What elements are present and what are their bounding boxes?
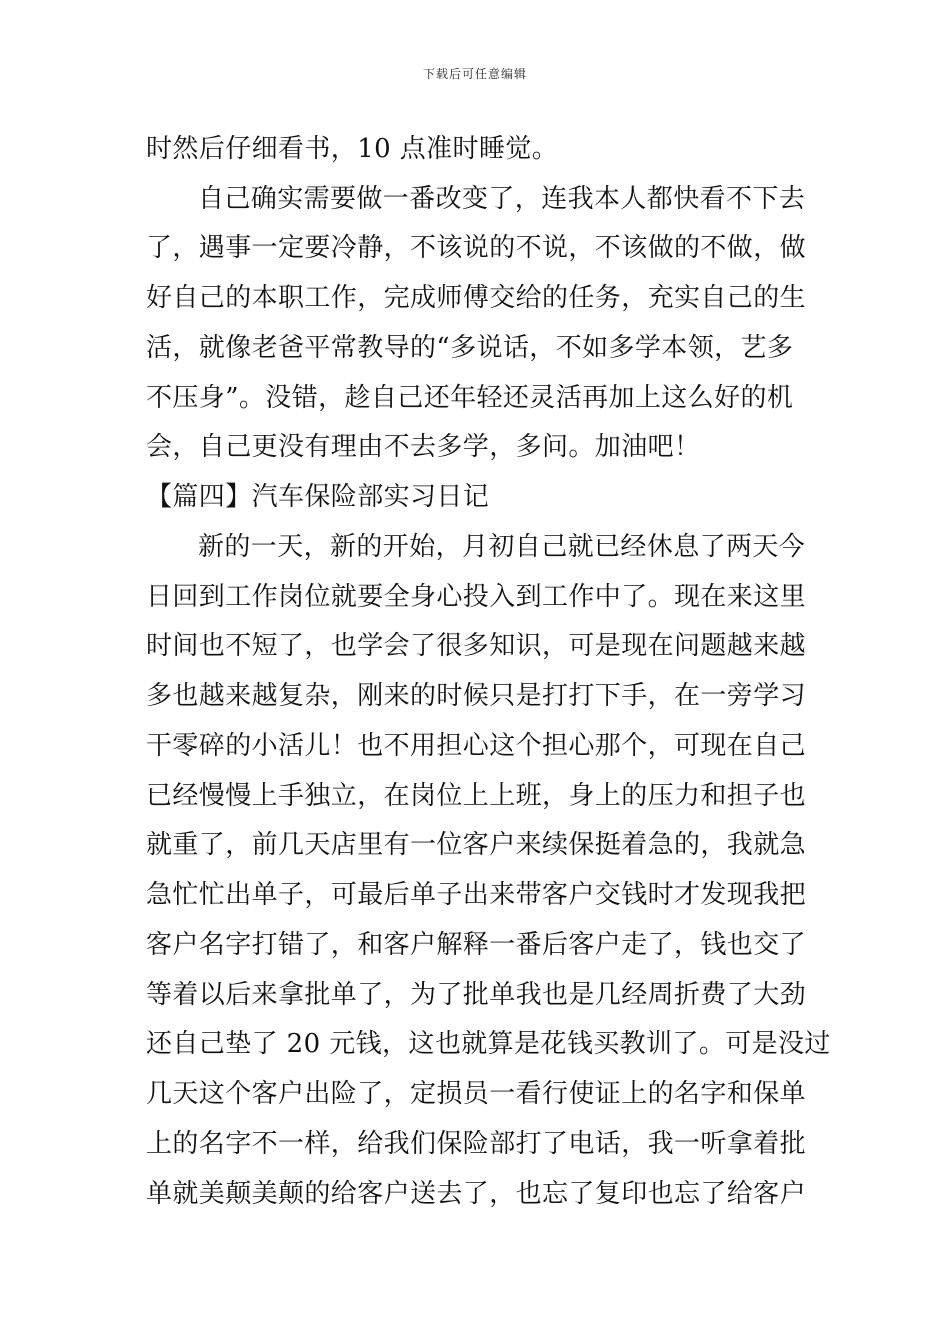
text-line: 上的名字不一样，给我们保险部打了电话，我一听拿着批 [146, 1129, 807, 1159]
paragraph-first-line: 自己确实需要做一番改变了，连我本人都快看不下去 [198, 184, 806, 214]
text-line: 单就美颠美颠的给客户送去了，也忘了复印也忘了给客户 [146, 1179, 807, 1209]
text-line: 多也越来越复杂，刚来的时候只是打打下手，在一旁学习 [146, 681, 807, 711]
text-line: 时然后仔细看书，10 点准时睡觉。 [146, 134, 559, 164]
text-line: 日回到工作岗位就要全身心投入到工作中了。现在来这里 [146, 582, 807, 612]
paragraph-first-line: 新的一天，新的开始，月初自己就已经休息了两天今 [198, 532, 806, 562]
text-line: 时间也不短了，也学会了很多知识，可是现在问题越来越 [146, 631, 807, 661]
section-heading: 【篇四】汽车保险部实习日记 [146, 482, 490, 512]
text-line: 还自己垫了 20 元钱，这也就算是花钱买教训了。可是没过 [146, 1029, 831, 1059]
text-line: 会，自己更没有理由不去多学，多问。加油吧！ [146, 432, 701, 462]
text-line: 好自己的本职工作，完成师傅交给的任务，充实自己的生 [146, 283, 807, 313]
text-line: 就重了，前几天店里有一位客户来续保挺着急的，我就急 [146, 830, 807, 860]
text-line: 活，就像老爸平常教导的“多说话，不如多学本领，艺多 [146, 333, 794, 363]
text-line: 已经慢慢上手独立，在岗位上上班，身上的压力和担子也 [146, 781, 807, 811]
text-line: 干零碎的小活儿！也不用担心这个担心那个，可现在自己 [146, 731, 807, 761]
text-line: 了，遇事一定要冷静，不该说的不说，不该做的不做，做 [146, 233, 807, 263]
text-line: 等着以后来拿批单了，为了批单我也是几经周折费了大劲 [146, 980, 807, 1010]
page-header: 下载后可任意编辑 [422, 67, 527, 81]
text-line: 客户名字打错了，和客户解释一番后客户走了，钱也交了 [146, 930, 807, 960]
text-line: 几天这个客户出险了，定损员一看行使证上的名字和保单 [146, 1079, 807, 1109]
text-line: 急忙忙出单子，可最后单子出来带客户交钱时才发现我把 [146, 880, 807, 910]
text-line: 不压身”。没错，趁自己还年轻还灵活再加上这么好的机 [146, 383, 794, 413]
